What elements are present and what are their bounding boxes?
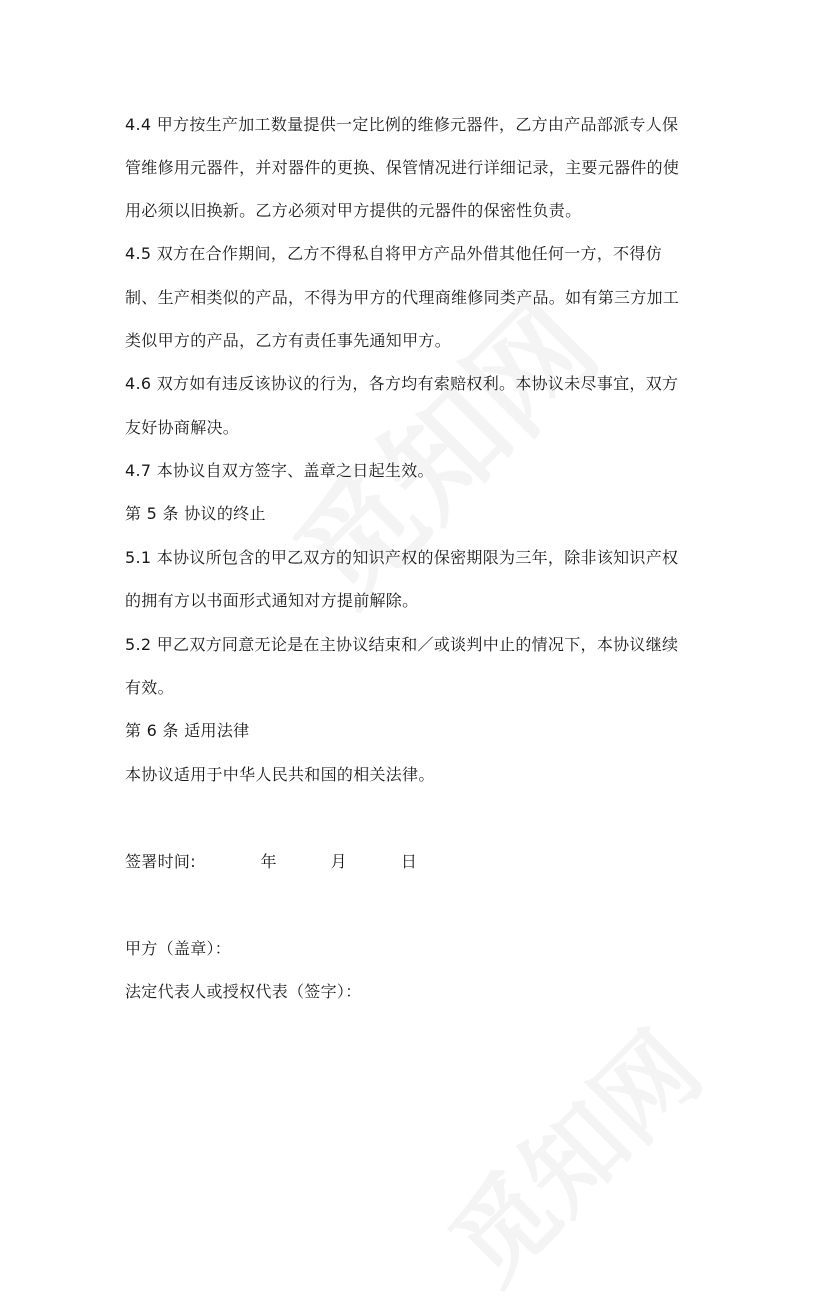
legal-representative-signature: 法定代表人或授权代表（签字）： [125,982,362,1001]
clause-4-5-line-3: 类似甲方的产品，乙方有责任事先通知甲方。 [125,331,452,350]
clause-4-5-line-2: 制、生产相类似的产品，不得为甲方的代理商维修同类产品。如有第三方加工 [125,288,680,307]
watermark [252,258,628,634]
article-6-heading: 第 6 条 适用法律 [125,721,250,740]
party-a-seal: 甲方（盖章）： [125,939,232,958]
clause-4-4-line-2: 管维修用元器件，并对器件的更换、保管情况进行详细记录，主要元器件的使 [125,158,680,177]
clause-4-5-line-1: 4.5 双方在合作期间，乙方不得私自将甲方产品外借其他任何一方，不得仿 [125,244,663,263]
clause-4-4-line-3: 用必须以旧换新。乙方必须对甲方提供的元器件的保密性负责。 [125,201,582,220]
clause-5-1-line-1: 5.1 本协议所包含的甲乙双方的知识产权的保密期限为三年，除非该知识产权 [125,548,679,567]
article-5-heading: 第 5 条 协议的终止 [125,504,266,523]
clause-5-2-line-2: 有效。 [125,678,174,697]
clause-5-1-line-2: 的拥有方以书面形式通知对方提前解除。 [125,591,419,610]
clause-4-7: 4.7 本协议自双方签字、盖章之日起生效。 [125,461,434,480]
article-6-body: 本协议适用于中华人民共和国的相关法律。 [125,765,435,784]
clause-4-6-line-1: 4.6 双方如有违反该协议的行为，各方均有索赔权利。本协议未尽事宜，双方 [125,374,679,393]
clause-5-2-line-1: 5.2 甲乙双方同意无论是在主协议结束和／或谈判中止的情况下，本协议继续 [125,635,679,654]
clause-4-6-line-2: 友好协商解决。 [125,418,240,437]
clause-4-4-line-1: 4.4 甲方按生产加工数量提供一定比例的维修元器件，乙方由产品部派专人保 [125,115,679,134]
signing-date: 签署时间: 年 月 日 [125,852,418,871]
watermark [413,995,727,1309]
